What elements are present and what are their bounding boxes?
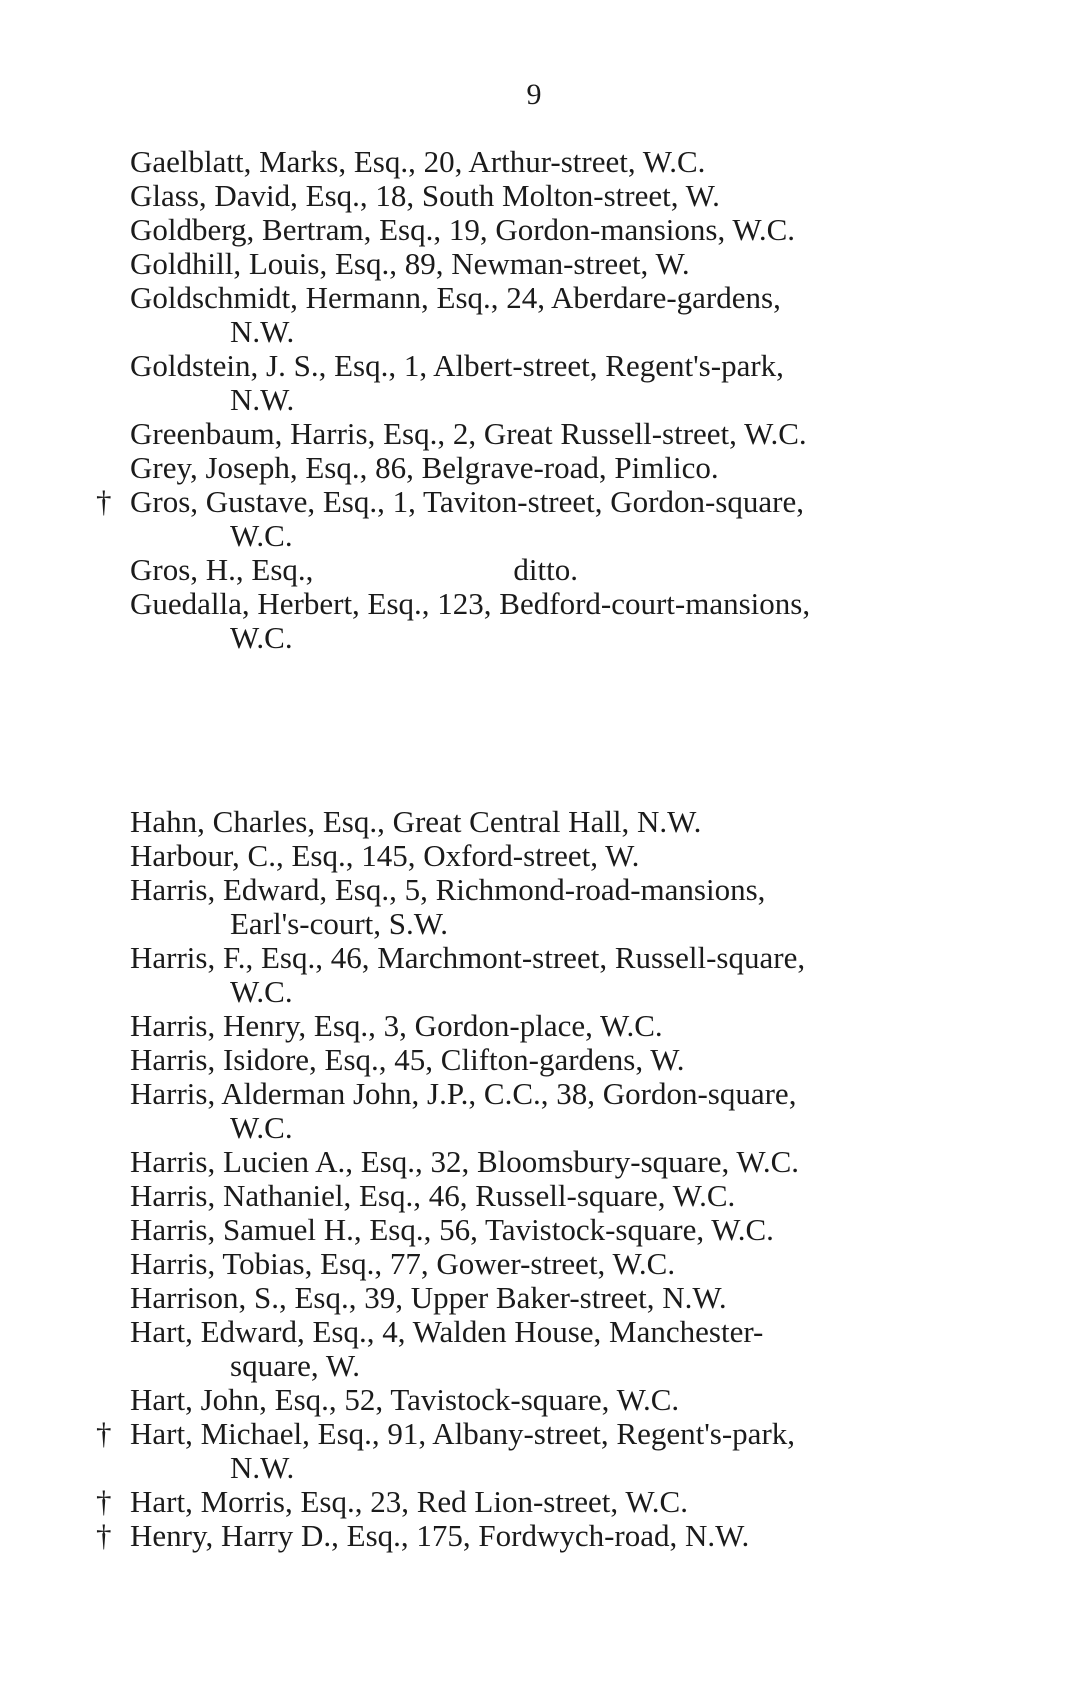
directory-entry <box>0 1247 1068 1281</box>
entry-line: Harris, Lucien A., Esq., 32, Bloomsbury-square, W.C. <box>130 1144 800 1179</box>
directory-entry <box>0 941 1068 1009</box>
entry-line: Goldberg, Bertram, Esq., 19, Gordon-mansions, W.C. <box>130 212 796 247</box>
directory-entry <box>0 349 1068 417</box>
entry-line: Goldschmidt, Hermann, Esq., 24, Aberdare-gardens, <box>130 280 781 315</box>
entry-continuation: W.C. <box>230 974 293 1009</box>
entry-line: Henry, Harry D., Esq., 175, Fordwych-road, N.W. <box>130 1518 750 1553</box>
entry-line: Grey, Joseph, Esq., 86, Belgrave-road, Pimlico. <box>130 450 719 485</box>
entry-line: Harris, Samuel H., Esq., 56, Tavistock-square, W.C. <box>130 1212 774 1247</box>
entry-line: Harris, Alderman John, J.P., C.C., 38, Gordon-square, <box>130 1076 797 1111</box>
dagger-mark: † <box>96 1484 112 1519</box>
directory-entry <box>0 1281 1068 1315</box>
directory-entry <box>0 417 1068 451</box>
entry-line: Harris, Tobias, Esq., 77, Gower-street, W.C. <box>130 1246 676 1281</box>
directory-entry <box>0 485 1068 553</box>
entry-continuation: W.C. <box>230 518 293 553</box>
entry-line: Goldhill, Louis, Esq., 89, Newman-street, W. <box>130 246 690 281</box>
directory-entry <box>0 451 1068 485</box>
entry-continuation: N.W. <box>230 1450 295 1485</box>
entry-continuation: W.C. <box>230 1110 293 1145</box>
entry-line: Harris, Nathaniel, Esq., 46, Russell-square, W.C. <box>130 1178 736 1213</box>
directory-entry <box>0 839 1068 873</box>
ditto-mark: ditto. <box>513 552 579 587</box>
directory-entry <box>0 1077 1068 1145</box>
entry-line: Harris, Isidore, Esq., 45, Clifton-gardens, W. <box>130 1042 685 1077</box>
directory-entry <box>0 873 1068 941</box>
directory-entry <box>0 553 1068 587</box>
directory-entry <box>0 1179 1068 1213</box>
directory-entry <box>0 1043 1068 1077</box>
entry-line: Harris, Edward, Esq., 5, Richmond-road-mansions, <box>130 872 766 907</box>
directory-entry <box>0 247 1068 281</box>
entry-line: Hahn, Charles, Esq., Great Central Hall, N.W. <box>130 804 702 839</box>
directory-entry <box>0 1009 1068 1043</box>
entry-line: Harris, Henry, Esq., 3, Gordon-place, W.C. <box>130 1008 663 1043</box>
directory-entry <box>0 1485 1068 1519</box>
section-h-entries <box>0 805 1068 1553</box>
entry-continuation: square, W. <box>230 1348 361 1383</box>
dagger-mark: † <box>96 1518 112 1553</box>
page-number: 9 <box>526 78 542 111</box>
entry-continuation: Earl's-court, S.W. <box>230 906 448 941</box>
entry-line: Harrison, S., Esq., 39, Upper Baker-street, N.W. <box>130 1280 727 1315</box>
entry-line: Guedalla, Herbert, Esq., 123, Bedford-court-mansions, <box>130 586 811 621</box>
entry-line: Gros, H., Esq., <box>130 552 314 587</box>
dagger-mark: † <box>96 1416 112 1451</box>
entry-line: Hart, John, Esq., 52, Tavistock-square, W.C. <box>130 1382 680 1417</box>
directory-entry <box>0 1519 1068 1553</box>
entry-line: Harris, F., Esq., 46, Marchmont-street, Russell-square, <box>130 940 806 975</box>
entry-line: Hart, Michael, Esq., 91, Albany-street, Regent's-park, <box>130 1416 796 1451</box>
entry-line: Glass, David, Esq., 18, South Molton-street, W. <box>130 178 720 213</box>
directory-entry <box>0 179 1068 213</box>
entry-continuation: N.W. <box>230 382 295 417</box>
directory-entry <box>0 1383 1068 1417</box>
directory-entry <box>0 1213 1068 1247</box>
entry-line: Goldstein, J. S., Esq., 1, Albert-street, Regent's-park, <box>130 348 784 383</box>
entry-continuation: N.W. <box>230 314 295 349</box>
directory-entry <box>0 587 1068 655</box>
entry-line: Hart, Edward, Esq., 4, Walden House, Manchester- <box>130 1314 764 1349</box>
directory-entry <box>0 213 1068 247</box>
entry-line: Harbour, C., Esq., 145, Oxford-street, W. <box>130 838 640 873</box>
entry-continuation: W.C. <box>230 620 293 655</box>
directory-entry <box>0 1145 1068 1179</box>
entry-line: Gaelblatt, Marks, Esq., 20, Arthur-street, W.C. <box>130 144 706 179</box>
directory-entry <box>0 1315 1068 1383</box>
entry-line: Hart, Morris, Esq., 23, Red Lion-street, W.C. <box>130 1484 688 1519</box>
directory-entry <box>0 805 1068 839</box>
dagger-mark: † <box>96 484 112 519</box>
directory-entry <box>0 1417 1068 1485</box>
directory-entry <box>0 281 1068 349</box>
section-g-entries <box>0 145 1068 655</box>
entry-line: Greenbaum, Harris, Esq., 2, Great Russell-street, W.C. <box>130 416 807 451</box>
entry-line: Gros, Gustave, Esq., 1, Taviton-street, Gordon-square, <box>130 484 804 519</box>
directory-entry <box>0 145 1068 179</box>
